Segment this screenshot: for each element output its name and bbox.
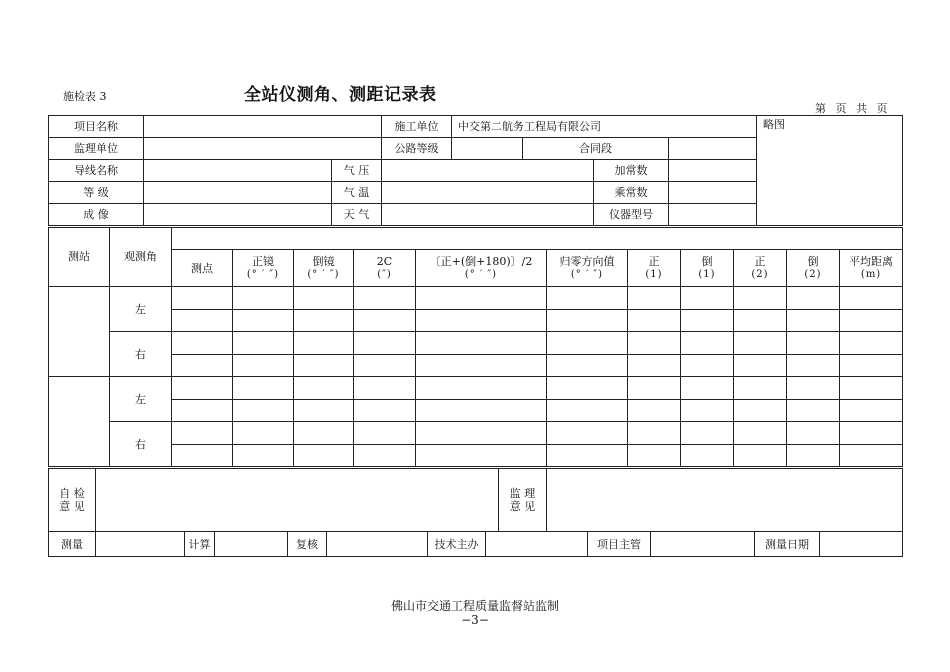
measurement-cell[interactable]	[233, 332, 294, 355]
measurement-cell[interactable]	[547, 444, 628, 467]
angle-left-label: 左	[110, 377, 172, 422]
measurement-cell[interactable]	[172, 309, 233, 332]
opinion-table	[48, 468, 903, 532]
point-header: 测点	[172, 250, 233, 287]
measurement-cell[interactable]	[354, 377, 416, 400]
measurement-cell[interactable]	[233, 287, 294, 310]
weather-label: 天 气	[332, 204, 382, 226]
self-check-line2: 意 见	[59, 500, 85, 513]
station-header: 测站	[49, 228, 110, 287]
measurement-cell[interactable]	[628, 377, 681, 400]
face-left-label: 正镜	[252, 255, 274, 268]
survey-label: 测量	[49, 532, 96, 557]
measurement-cell[interactable]	[354, 354, 416, 377]
measurement-cell[interactable]	[681, 332, 734, 355]
supervision-line1: 监 理	[509, 487, 536, 500]
self-check-line1: 自 检	[59, 487, 85, 500]
imaging-field[interactable]	[144, 204, 332, 226]
info-table	[48, 115, 903, 226]
supervision-unit-field[interactable]	[144, 138, 382, 160]
measurement-cell[interactable]	[840, 354, 903, 377]
face-left-unit: (° ′ ″)	[246, 269, 280, 280]
temperature-label: 气 温	[332, 182, 382, 204]
signoff-table	[48, 531, 903, 557]
measurement-cell[interactable]	[787, 354, 840, 377]
measurement-cell[interactable]	[628, 309, 681, 332]
instrument-label: 仪器型号	[594, 204, 669, 226]
c2-unit: (″)	[377, 269, 392, 280]
dist-back1-label: 倒	[701, 255, 713, 268]
measurement-cell[interactable]	[628, 287, 681, 310]
dist-back2-label: 倒	[807, 255, 819, 268]
supervision-line2: 意 见	[509, 500, 536, 513]
measurement-cell[interactable]	[294, 309, 354, 332]
measurement-cell[interactable]	[628, 354, 681, 377]
dist-front1-label: 正	[648, 255, 660, 268]
measurement-cell[interactable]	[416, 377, 547, 400]
grade-label: 等 级	[49, 182, 144, 204]
measurement-cell[interactable]	[787, 444, 840, 467]
road-grade-label: 公路等级	[382, 138, 452, 160]
face-right-unit: (° ′ ″)	[307, 269, 340, 280]
temperature-field[interactable]	[382, 182, 594, 204]
calc-label: 计算	[185, 532, 215, 557]
angle-right-label: 右	[110, 332, 172, 377]
measurement-cell[interactable]	[681, 422, 734, 445]
project-name-field[interactable]	[144, 116, 382, 138]
road-grade-field[interactable]	[452, 138, 523, 160]
self-check-label	[49, 469, 96, 532]
measurement-cell[interactable]	[354, 332, 416, 355]
avg-header	[416, 250, 547, 287]
measurement-cell[interactable]	[547, 332, 628, 355]
measurement-cell[interactable]	[628, 444, 681, 467]
measurement-cell[interactable]	[233, 354, 294, 377]
survey-date-field[interactable]	[820, 532, 903, 557]
footer-page-number: −3−	[461, 613, 489, 627]
measurement-cell[interactable]	[734, 287, 787, 310]
dist-back2-sub: (2)	[804, 269, 822, 280]
pressure-field[interactable]	[382, 160, 594, 182]
station-cell[interactable]	[49, 377, 110, 467]
measurement-cell[interactable]	[233, 377, 294, 400]
measurement-cell[interactable]	[172, 422, 233, 445]
construction-unit-value[interactable]: 中交第二航务工程局有限公司	[452, 116, 757, 138]
measurement-cell[interactable]	[681, 354, 734, 377]
survey-date-label: 测量日期	[755, 532, 820, 557]
measurement-cell[interactable]	[354, 399, 416, 422]
survey-field[interactable]	[96, 532, 185, 557]
review-field[interactable]	[327, 532, 428, 557]
measurement-cell[interactable]	[416, 332, 547, 355]
measurement-cell[interactable]	[547, 354, 628, 377]
measurement-cell[interactable]	[840, 332, 903, 355]
zero-dir-label: 归零方向值	[559, 255, 615, 268]
measurement-cell[interactable]	[787, 422, 840, 445]
project-name-label: 项目名称	[49, 116, 144, 138]
measurement-cell[interactable]	[294, 332, 354, 355]
supervision-unit-label: 监理单位	[49, 138, 144, 160]
measurement-cell[interactable]	[628, 332, 681, 355]
contract-section-label: 合同段	[523, 138, 669, 160]
dist-back1-sub: (1)	[698, 269, 716, 280]
measurement-cell[interactable]	[734, 444, 787, 467]
footer-org: 佛山市交通工程质量监督站监制	[390, 599, 559, 613]
avg-dist-label: 平均距离	[849, 255, 894, 268]
measurement-cell[interactable]	[233, 444, 294, 467]
measurement-cell[interactable]	[547, 287, 628, 310]
measurement-cell[interactable]	[787, 377, 840, 400]
measurement-cell[interactable]	[172, 444, 233, 467]
imaging-label: 成 像	[49, 204, 144, 226]
mult-const-label: 乘常数	[594, 182, 669, 204]
dist-front2-header	[734, 250, 787, 287]
measurement-cell[interactable]	[233, 422, 294, 445]
measurement-cell[interactable]	[416, 354, 547, 377]
measurement-table	[48, 227, 903, 467]
measurement-cell[interactable]	[734, 422, 787, 445]
avg-dist-unit: (m)	[860, 269, 882, 280]
angle-right-label: 右	[110, 422, 172, 467]
dist-front2-label: 正	[754, 255, 766, 268]
avg-label: 〔正+(倒+180)〕/2	[429, 255, 533, 268]
measurement-cell[interactable]	[294, 354, 354, 377]
measurement-cell[interactable]	[787, 332, 840, 355]
measurement-cell[interactable]	[787, 309, 840, 332]
zero-dir-header	[547, 250, 628, 287]
measurement-cell[interactable]	[294, 287, 354, 310]
sketch-area[interactable]	[757, 116, 903, 226]
tech-lead-label: 技术主办	[428, 532, 486, 557]
calc-field[interactable]	[215, 532, 288, 557]
measurement-cell[interactable]	[734, 399, 787, 422]
measurement-cell[interactable]	[294, 399, 354, 422]
measurement-cell[interactable]	[628, 422, 681, 445]
measurement-cell[interactable]	[172, 354, 233, 377]
form-number: 施检表 3	[63, 90, 107, 103]
measurement-cell[interactable]	[734, 309, 787, 332]
measurement-cell[interactable]	[547, 377, 628, 400]
mult-const-field[interactable]	[669, 182, 757, 204]
measurement-cell[interactable]	[233, 309, 294, 332]
grade-field[interactable]	[144, 182, 332, 204]
measurement-cell[interactable]	[416, 309, 547, 332]
contract-section-field[interactable]	[669, 138, 757, 160]
measurement-cell[interactable]	[354, 287, 416, 310]
measurement-cell[interactable]	[681, 287, 734, 310]
measurement-cell[interactable]	[840, 287, 903, 310]
measurement-cell[interactable]	[547, 399, 628, 422]
measurement-cell[interactable]	[416, 422, 547, 445]
face-right-label: 倒镜	[312, 255, 335, 268]
measurement-cell[interactable]	[172, 377, 233, 400]
pressure-label: 气 压	[332, 160, 382, 182]
measurement-cell[interactable]	[172, 332, 233, 355]
measurement-cell[interactable]	[354, 422, 416, 445]
measurement-cell[interactable]	[734, 332, 787, 355]
page-counter: 第 页 共 页	[815, 102, 891, 115]
tech-lead-field[interactable]	[486, 532, 588, 557]
add-const-label: 加常数	[594, 160, 669, 182]
traverse-name-field[interactable]	[144, 160, 332, 182]
measurement-cell[interactable]	[840, 309, 903, 332]
construction-unit-label: 施工单位	[382, 116, 452, 138]
measurement-cell[interactable]	[681, 309, 734, 332]
measurement-cell[interactable]	[840, 399, 903, 422]
header-spacer	[172, 228, 903, 250]
measurement-cell[interactable]	[233, 399, 294, 422]
supervision-opinion-field[interactable]	[547, 469, 903, 532]
dist-back2-header	[787, 250, 840, 287]
face-right-header	[294, 250, 354, 287]
measurement-cell[interactable]	[416, 444, 547, 467]
angle-left-label: 左	[110, 287, 172, 332]
add-const-field[interactable]	[669, 160, 757, 182]
measurement-cell[interactable]	[547, 309, 628, 332]
project-mgr-label: 项目主管	[588, 532, 651, 557]
dist-front1-header	[628, 250, 681, 287]
measurement-cell[interactable]	[294, 377, 354, 400]
measurement-cell[interactable]	[294, 422, 354, 445]
dist-back1-header	[681, 250, 734, 287]
c2-header	[354, 250, 416, 287]
measurement-cell[interactable]	[681, 377, 734, 400]
c2-label: 2C	[376, 255, 393, 268]
measurement-cell[interactable]	[681, 444, 734, 467]
measurement-cell[interactable]	[416, 399, 547, 422]
measurement-cell[interactable]	[294, 444, 354, 467]
weather-field[interactable]	[382, 204, 594, 226]
measurement-cell[interactable]	[840, 444, 903, 467]
review-label: 复核	[288, 532, 327, 557]
traverse-name-label: 导线名称	[49, 160, 144, 182]
face-left-header	[233, 250, 294, 287]
measurement-cell[interactable]	[734, 354, 787, 377]
measurement-cell[interactable]	[354, 309, 416, 332]
measurement-cell[interactable]	[172, 399, 233, 422]
sketch-label: 略图	[763, 118, 786, 131]
avg-unit: (° ′ ″)	[464, 269, 498, 280]
angle-header: 观测角	[110, 228, 172, 287]
station-cell[interactable]	[49, 287, 110, 377]
dist-front1-sub: (1)	[645, 269, 663, 280]
measurement-cell[interactable]	[628, 399, 681, 422]
measurement-cell[interactable]	[172, 287, 233, 310]
project-mgr-field[interactable]	[651, 532, 755, 557]
measurement-cell[interactable]	[354, 444, 416, 467]
measurement-cell[interactable]	[787, 399, 840, 422]
zero-dir-unit: (° ′ ″)	[570, 269, 604, 280]
avg-dist-header	[840, 250, 903, 287]
measurement-cell[interactable]	[840, 422, 903, 445]
supervision-opinion-label	[499, 469, 547, 532]
self-check-field[interactable]	[96, 469, 499, 532]
measurement-cell[interactable]	[681, 399, 734, 422]
measurement-cell[interactable]	[787, 287, 840, 310]
instrument-field[interactable]	[669, 204, 757, 226]
page-title: 全站仪测角、测距记录表	[244, 85, 437, 105]
dist-front2-sub: (2)	[751, 269, 769, 280]
measurement-cell[interactable]	[416, 287, 547, 310]
measurement-cell[interactable]	[734, 377, 787, 400]
measurement-cell[interactable]	[547, 422, 628, 445]
measurement-cell[interactable]	[840, 377, 903, 400]
